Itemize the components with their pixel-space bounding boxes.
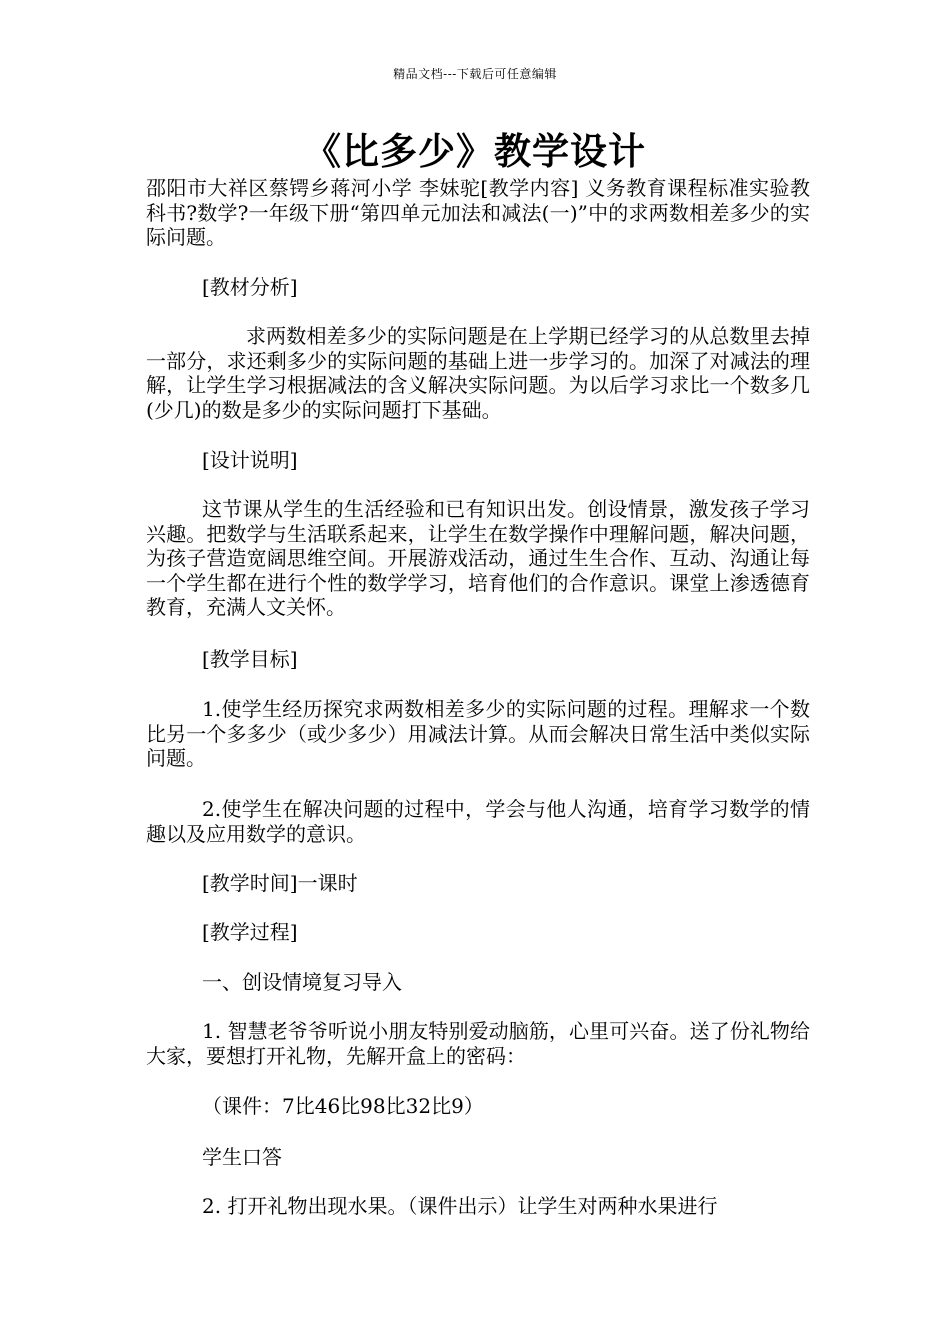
step-heading: 一、创设情境复习导入 <box>202 970 402 994</box>
step-item-2: 2. 打开礼物出现水果。（课件出示）让学生对两种水果进行 <box>202 1194 718 1218</box>
design-heading: [设计说明] <box>202 448 298 472</box>
page-header-note: 精品文档---下载后可任意编辑 <box>393 67 557 81</box>
analysis-body: 求两数相差多少的实际问题是在上学期已经学习的从总数里去掉一部分，求还剩多少的实际问题的基础上进一步学习的。加深了对减法的理解，让学生学习根据减法的含义解决实际问题。为以后学习求比一个数多几(少几)的数是多少的实际问题打下基础。 <box>146 324 810 422</box>
intro-paragraph: 邵阳市大祥区蔡锷乡蒋河小学 李妹驼[教学内容] 义务教育课程标准实验教科书?数学?一年级下册“第四单元加法和减法(一)”中的求两数相差多少的实际问题。 <box>146 176 810 249</box>
goal-item-2: 2.使学生在解决问题的过程中，学会与他人沟通，培育学习数学的情趣以及应用数学的意识。 <box>146 797 810 846</box>
goals-heading: [教学目标] <box>202 647 298 671</box>
teaching-time: [教学时间]一课时 <box>202 871 358 895</box>
design-body: 这节课从学生的生活经验和已有知识出发。创设情景，激发孩子学习兴趣。把数学与生活联系起来，让学生在数学操作中理解问题，解决问题，为孩子营造宽阔思维空间。开展游戏活动，通过生生合作、互动、沟通让每一个学生都在进行个性的数学学习，培育他们的合作意识。课堂上渗透德育教育，充满人文关怀。 <box>146 497 810 619</box>
goal-item-1: 1.使学生经历探究求两数相差多少的实际问题的过程。理解求一个数比另一个多多少（或少多少）用减法计算。从而会解决日常生活中类似实际问题。 <box>146 697 810 770</box>
process-heading: [教学过程] <box>202 920 298 944</box>
student-answer: 学生口答 <box>202 1145 282 1169</box>
document-title: 《比多少》教学设计 <box>304 129 646 173</box>
analysis-heading: [教材分析] <box>202 275 298 299</box>
courseware-line: （课件：7比46比98比32比9） <box>202 1094 484 1118</box>
step-item-1: 1. 智慧老爷爷听说小朋友特别爱动脑筋，心里可兴奋。送了份礼物给大家，要想打开礼物，先解开盒上的密码： <box>146 1019 810 1068</box>
